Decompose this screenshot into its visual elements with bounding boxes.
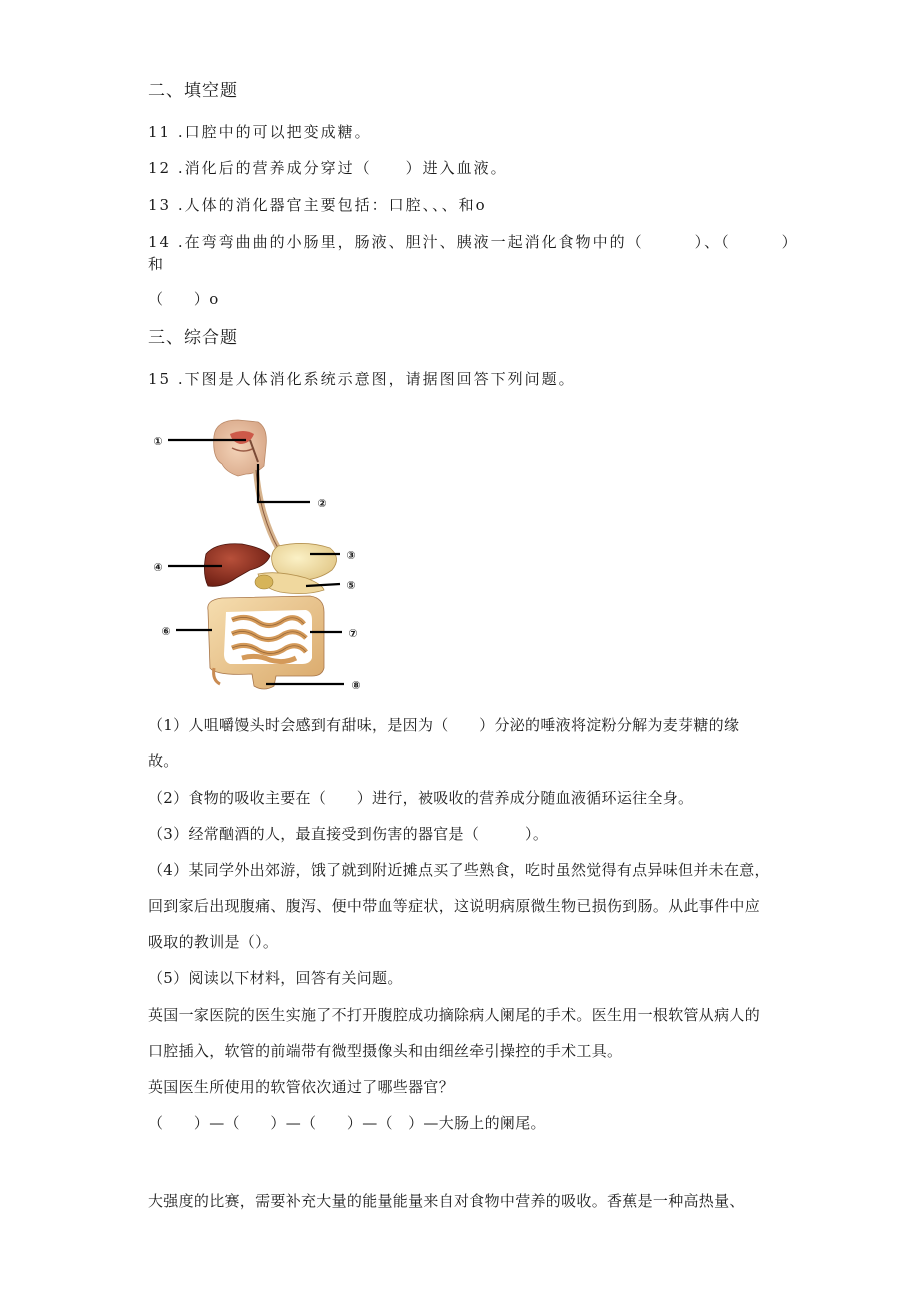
question-15-part4-line2: 回到家后出现腹痛、腹泻、便中带血等症状，这说明病原微生物已损伤到肠。从此事件中应 bbox=[148, 897, 761, 915]
svg-text:⑤: ⑤ bbox=[346, 579, 356, 592]
diagram-label-6 bbox=[159, 623, 173, 638]
question-15-part3: （3）经常酗酒的人，最直接受到伤害的器官是（ ）。 bbox=[148, 825, 549, 843]
svg-text:②: ② bbox=[317, 497, 327, 510]
question-13: 13 .人体的消化器官主要包括：口腔、、、和o bbox=[148, 196, 487, 214]
section-heading-fill: 二、填空题 bbox=[148, 81, 238, 101]
question-15-part4-line1: （4）某同学外出郊游，饿了就到附近摊点买了些熟食，吃时虽然觉得有点异味但并未在意， bbox=[148, 861, 770, 879]
svg-text:⑦: ⑦ bbox=[348, 627, 358, 640]
question-15-part5: （5）阅读以下材料，回答有关问题。 bbox=[148, 969, 403, 987]
diagram-label-3 bbox=[344, 547, 358, 562]
material-question: 英国医生所使用的软管依次通过了哪些器官？ bbox=[148, 1078, 455, 1096]
material-line1: 英国一家医院的医生实施了不打开腹腔成功摘除病人阑尾的手术。医生用一根软管从病人的 bbox=[148, 1006, 761, 1024]
question-14-line1: 14 .在弯弯曲曲的小肠里，肠液、胆汁、胰液一起消化食物中的（ ）、（ ） bbox=[148, 233, 799, 251]
material-answer-chain: （ ）—（ ）—（ ）—（ ）—大肠上的阑尾。 bbox=[148, 1114, 546, 1132]
diagram-label-4 bbox=[151, 559, 165, 574]
diagram-label-8 bbox=[349, 677, 363, 692]
svg-text:④: ④ bbox=[153, 561, 163, 574]
question-16-line1: 大强度的比赛，需要补充大量的能量能量来自对食物中营养的吸收。香蕉是一种高热量、 bbox=[148, 1192, 745, 1210]
material-line2: 口腔插入，软管的前端带有微型摄像头和由细丝牵引操控的手术工具。 bbox=[148, 1042, 623, 1060]
question-15-part1-line2: 故。 bbox=[148, 752, 179, 770]
svg-text:⑥: ⑥ bbox=[161, 625, 171, 638]
question-15-part2: （2）食物的吸收主要在（ ）进行，被吸收的营养成分随血液循环运往全身。 bbox=[148, 789, 694, 807]
question-15-part4-line3: 吸取的教训是（）。 bbox=[148, 933, 279, 951]
section-heading-comprehensive: 三、综合题 bbox=[148, 328, 238, 348]
question-11: 11 .口腔中的可以把变成糖。 bbox=[148, 123, 372, 141]
diagram-label-2 bbox=[315, 495, 329, 510]
digestive-system-diagram bbox=[146, 414, 376, 699]
question-14-line3: （ ）o bbox=[148, 290, 219, 308]
esophagus-illustration bbox=[256, 470, 278, 548]
diagram-label-7 bbox=[346, 625, 360, 640]
svg-text:③: ③ bbox=[346, 549, 356, 562]
diagram-label-5 bbox=[344, 577, 358, 592]
diagram-label-1 bbox=[151, 433, 165, 448]
question-14-line2: 和 bbox=[148, 255, 164, 273]
question-15-stem: 15 .下图是人体消化系统示意图，请据图回答下列问题。 bbox=[148, 370, 576, 388]
question-15-part1-line1: （1）人咀嚼馒头时会感到有甜味，是因为（ ）分泌的唾液将淀粉分解为麦芽糖的缘 bbox=[148, 716, 740, 734]
svg-text:①: ① bbox=[153, 435, 163, 448]
svg-text:⑧: ⑧ bbox=[351, 679, 361, 692]
question-12: 12 .消化后的营养成分穿过（ ）进入血液。 bbox=[148, 159, 508, 177]
